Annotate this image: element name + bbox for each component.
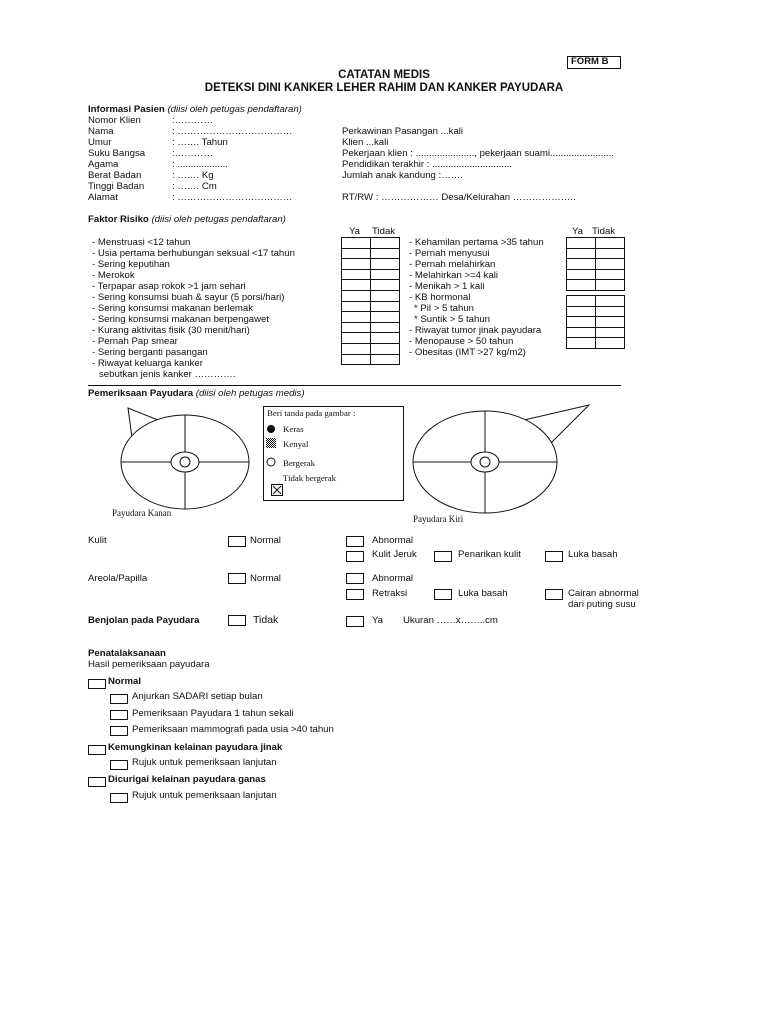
info-value[interactable]: : ……………………………… xyxy=(172,192,293,203)
risk-item: - Menikah > 1 kali xyxy=(409,281,485,292)
risk-checkbox-ya[interactable] xyxy=(342,322,371,333)
risk-item: - Riwayat tumor jinak payudara xyxy=(409,325,542,336)
retraksi-checkbox[interactable] xyxy=(346,589,364,600)
risk-col-tidak-left: Tidak xyxy=(372,226,396,237)
risk-item: * Pil > 5 tahun xyxy=(414,303,475,314)
info-value[interactable]: :………… xyxy=(172,148,214,159)
risk-checkbox-tidak[interactable] xyxy=(371,343,400,354)
risk-checkbox-tidak[interactable] xyxy=(371,312,400,323)
info-right-field[interactable]: Pekerjaan klien : ......................, pekerjaan suami........................ xyxy=(342,148,614,159)
legend-title: Beri tanda pada gambar : xyxy=(267,408,356,418)
normal-checkbox[interactable] xyxy=(88,679,106,689)
risk-item: - Riwayat keluarga kanker xyxy=(92,358,203,369)
form-label: FORM B xyxy=(571,56,609,67)
kulit-luka-basah-label: Luka basah xyxy=(568,549,618,560)
info-right-field[interactable]: Pendidikan terakhir : .............................. xyxy=(342,159,513,170)
risk-item: - Sering konsumsi makanan berlemak xyxy=(92,303,254,314)
risk-checkbox-ya[interactable] xyxy=(342,290,371,301)
title-line-2: DETEKSI DINI KANKER LEHER RAHIM DAN KANKER PAYUDARA xyxy=(204,82,564,94)
benjolan-ukuran-field[interactable]: Ukuran ……x……..cm xyxy=(403,615,498,626)
crossed-box-icon xyxy=(271,484,283,496)
ganas-rujuk-label: Rujuk untuk pemeriksaan lanjutan xyxy=(132,790,277,801)
risk-item: - Kehamilan pertama >35 tahun xyxy=(409,237,544,248)
jinak-rujuk-label: Rujuk untuk pemeriksaan lanjutan xyxy=(132,757,277,768)
risk-checkbox-ya[interactable] xyxy=(567,295,596,306)
risk-checkbox-ya[interactable] xyxy=(342,301,371,312)
risk-item: - Sering konsumsi makanan berpengawet xyxy=(92,314,270,325)
legend-keras: Keras xyxy=(283,424,304,434)
legend-kenyal: Kenyal xyxy=(283,439,309,449)
kulit-luka-basah-checkbox[interactable] xyxy=(545,551,563,562)
risk-checkbox-ya[interactable] xyxy=(342,354,371,365)
benjolan-label: Benjolan pada Payudara xyxy=(88,615,200,626)
risk-checkbox-tidak[interactable] xyxy=(596,259,625,270)
kulit-abnormal-label: Abnormal xyxy=(372,535,414,546)
info-right-field[interactable]: Klien ...kali xyxy=(342,137,389,148)
info-label: Nomor Klien xyxy=(88,115,141,126)
risk-item: - Obesitas (IMT >27 kg/m2) xyxy=(409,347,526,358)
risk-checkbox-tidak[interactable] xyxy=(371,248,400,259)
cairan-abnormal-label: Cairan abnormal xyxy=(568,588,639,599)
risk-item: - KB hormonal xyxy=(409,292,471,303)
filled-dot-icon xyxy=(266,424,276,434)
hatched-square-icon xyxy=(266,438,276,448)
risk-checkbox-tidak[interactable] xyxy=(371,259,400,270)
risk-checkbox-ya[interactable] xyxy=(567,259,596,270)
info-right-field[interactable]: Jumlah anak kandung :……. xyxy=(342,170,464,181)
cairan-abnormal-checkbox[interactable] xyxy=(545,589,563,600)
section-divider xyxy=(88,385,621,386)
risk-checkbox-tidak[interactable] xyxy=(596,295,625,306)
info-heading: Informasi Pasien (diisi oleh petugas pendaftaran) xyxy=(88,104,302,115)
kulit-jeruk-label: Kulit Jeruk xyxy=(372,549,417,560)
risk-left-checkbox-grid[interactable] xyxy=(341,237,400,365)
plan-subheading: Hasil pemeriksaan payudara xyxy=(88,659,210,670)
risk-item: - Melahirkan >=4 kali xyxy=(409,270,499,281)
benjolan-ya-label: Ya xyxy=(372,615,384,626)
risk-item: - Kurang aktivitas fisik (30 menit/hari) xyxy=(92,325,250,336)
breast-diagram-left[interactable] xyxy=(404,400,594,525)
risk-checkbox-ya[interactable] xyxy=(342,269,371,280)
cairan-abnormal-label-2: dari puting susu xyxy=(568,599,636,610)
areola-normal-checkbox[interactable] xyxy=(228,573,246,584)
risk-checkbox-tidak[interactable] xyxy=(596,306,625,317)
penarikan-kulit-checkbox[interactable] xyxy=(434,551,452,562)
risk-checkbox-tidak[interactable] xyxy=(371,238,400,249)
mammografi-checkbox[interactable] xyxy=(110,726,128,736)
risk-checkbox-ya[interactable] xyxy=(342,238,371,249)
pemeriksaan-payudara-checkbox[interactable] xyxy=(110,710,128,720)
mammografi-label: Pemeriksaan mammografi pada usia >40 tahun xyxy=(132,724,334,735)
info-label: Tinggi Badan xyxy=(88,181,145,192)
risk-checkbox-ya[interactable] xyxy=(567,306,596,317)
risk-item: - Pernah Pap smear xyxy=(92,336,178,347)
title-line-1: CATATAN MEDIS xyxy=(338,69,430,81)
info-label: Suku Bangsa xyxy=(88,148,146,159)
areola-luka-basah-checkbox[interactable] xyxy=(434,589,452,600)
info-label: Umur xyxy=(88,137,112,148)
breast-diagram-right[interactable] xyxy=(88,400,278,525)
info-value[interactable]: : ……. Kg xyxy=(172,170,214,181)
info-label: Agama xyxy=(88,159,119,170)
risk-checkbox-ya[interactable] xyxy=(342,248,371,259)
ganas-label: Dicurigai kelainan payudara ganas xyxy=(108,774,266,785)
risk-item: - Menopause > 50 tahun xyxy=(409,336,514,347)
info-value[interactable]: : ……. Cm xyxy=(172,181,217,192)
risk-checkbox-ya[interactable] xyxy=(342,333,371,344)
sadari-label: Anjurkan SADARI setiap bulan xyxy=(132,691,263,702)
risk-checkbox-ya[interactable] xyxy=(567,238,596,249)
plan-heading: Penatalaksanaan xyxy=(88,648,166,659)
info-right-field[interactable]: RT/RW : ……………… Desa/Kelurahan ……………….. xyxy=(342,192,576,203)
risk-item: - Pernah melahirkan xyxy=(409,259,496,270)
risk-checkbox-ya[interactable] xyxy=(567,280,596,291)
kulit-normal-label: Normal xyxy=(250,535,281,546)
jinak-label: Kemungkinan kelainan payudara jinak xyxy=(108,742,283,753)
legend-box xyxy=(263,406,404,501)
risk-checkbox-ya[interactable] xyxy=(567,248,596,259)
info-value[interactable]: : ……………………………… xyxy=(172,126,293,137)
risk-item: - Merokok xyxy=(92,270,135,281)
risk-checkbox-tidak[interactable] xyxy=(596,317,625,328)
risk-item: - Pernah menyusui xyxy=(409,248,490,259)
risk-col-ya-left: Ya xyxy=(349,226,361,237)
legend-bergerak: Bergerak xyxy=(283,458,316,468)
benjolan-tidak-checkbox[interactable] xyxy=(228,615,246,626)
legend-tidak-bergerak: Tidak bergerak xyxy=(283,473,337,483)
risk-item: - Sering konsumsi buah & sayur (5 porsi/hari) xyxy=(92,292,285,303)
ganas-rujuk-checkbox[interactable] xyxy=(110,793,128,803)
kulit-normal-checkbox[interactable] xyxy=(228,536,246,547)
nipple-outline xyxy=(480,457,490,467)
benjolan-ya-checkbox[interactable] xyxy=(346,616,364,627)
risk-checkbox-tidak[interactable] xyxy=(371,322,400,333)
risk-checkbox-ya[interactable] xyxy=(567,317,596,328)
areola-abnormal-label: Abnormal xyxy=(372,573,414,584)
risk-checkbox-tidak[interactable] xyxy=(596,269,625,280)
pemeriksaan-payudara-label: Pemeriksaan Payudara 1 tahun sekali xyxy=(132,708,294,719)
risk-item: - Sering berganti pasangan xyxy=(92,347,208,358)
risk-checkbox-ya[interactable] xyxy=(567,338,596,349)
risk-item: - Sering keputihan xyxy=(92,259,170,270)
risk-checkbox-tidak[interactable] xyxy=(596,248,625,259)
risk-item-extra[interactable]: sebutkan jenis kanker …………. xyxy=(99,369,236,380)
empty-circle-icon xyxy=(266,457,276,467)
info-label: Berat Badan xyxy=(88,170,142,181)
info-right-field[interactable]: Perkawinan Pasangan ...kali xyxy=(342,126,464,137)
info-label: Alamat xyxy=(88,192,118,203)
risk-checkbox-ya[interactable] xyxy=(342,312,371,323)
penarikan-kulit-label: Penarikan kulit xyxy=(458,549,521,560)
risk-checkbox-ya[interactable] xyxy=(342,343,371,354)
risk-checkbox-tidak[interactable] xyxy=(371,290,400,301)
info-value[interactable]: : ……. Tahun xyxy=(172,137,228,148)
risk-item: * Suntik > 5 tahun xyxy=(414,314,491,325)
risk-checkbox-tidak[interactable] xyxy=(596,238,625,249)
risk-item: - Terpapar asap rokok >1 jam sehari xyxy=(92,281,246,292)
risk-checkbox-tidak[interactable] xyxy=(371,301,400,312)
kulit-label: Kulit xyxy=(88,535,107,546)
label-payudara-kanan: Payudara Kanan xyxy=(112,508,172,518)
risk-item: - Menstruasi <12 tahun xyxy=(92,237,191,248)
risk-checkbox-ya[interactable] xyxy=(567,327,596,338)
kulit-jeruk-checkbox[interactable] xyxy=(346,551,364,562)
retraksi-label: Retraksi xyxy=(372,588,408,599)
risk-checkbox-tidak[interactable] xyxy=(596,280,625,291)
risk-checkbox-tidak[interactable] xyxy=(596,338,625,349)
areola-label: Areola/Papilla xyxy=(88,573,148,584)
areola-normal-label: Normal xyxy=(250,573,281,584)
risk-right-checkbox-grid[interactable] xyxy=(566,237,625,349)
breast-heading: Pemeriksaan Payudara (diisi oleh petugas medis) xyxy=(88,388,305,399)
risk-checkbox-ya[interactable] xyxy=(567,269,596,280)
label-payudara-kiri: Payudara Kiri xyxy=(413,514,464,524)
kulit-abnormal-checkbox[interactable] xyxy=(346,536,364,547)
risk-col-ya-right: Ya xyxy=(572,226,584,237)
jinak-checkbox[interactable] xyxy=(88,745,106,755)
info-label: Nama xyxy=(88,126,114,137)
risk-heading: Faktor Risiko (diisi oleh petugas pendaftaran) xyxy=(88,214,286,225)
ganas-checkbox[interactable] xyxy=(88,777,106,787)
risk-col-tidak-right: Tidak xyxy=(592,226,616,237)
risk-checkbox-ya[interactable] xyxy=(342,280,371,291)
info-value[interactable]: :………… xyxy=(172,115,214,126)
jinak-rujuk-checkbox[interactable] xyxy=(110,760,128,770)
risk-checkbox-tidak[interactable] xyxy=(371,333,400,344)
risk-item: - Usia pertama berhubungan seksual <17 tahun xyxy=(92,248,295,259)
normal-label: Normal xyxy=(108,676,142,687)
risk-checkbox-tidak[interactable] xyxy=(371,280,400,291)
risk-checkbox-tidak[interactable] xyxy=(371,354,400,365)
risk-checkbox-tidak[interactable] xyxy=(371,269,400,280)
benjolan-tidak-label: Tidak xyxy=(253,614,279,626)
nipple-outline xyxy=(180,457,190,467)
areola-luka-basah-label: Luka basah xyxy=(458,588,508,599)
risk-checkbox-tidak[interactable] xyxy=(596,327,625,338)
sadari-checkbox[interactable] xyxy=(110,694,128,704)
areola-abnormal-checkbox[interactable] xyxy=(346,573,364,584)
risk-checkbox-ya[interactable] xyxy=(342,259,371,270)
info-value[interactable]: : ................... xyxy=(172,159,228,170)
